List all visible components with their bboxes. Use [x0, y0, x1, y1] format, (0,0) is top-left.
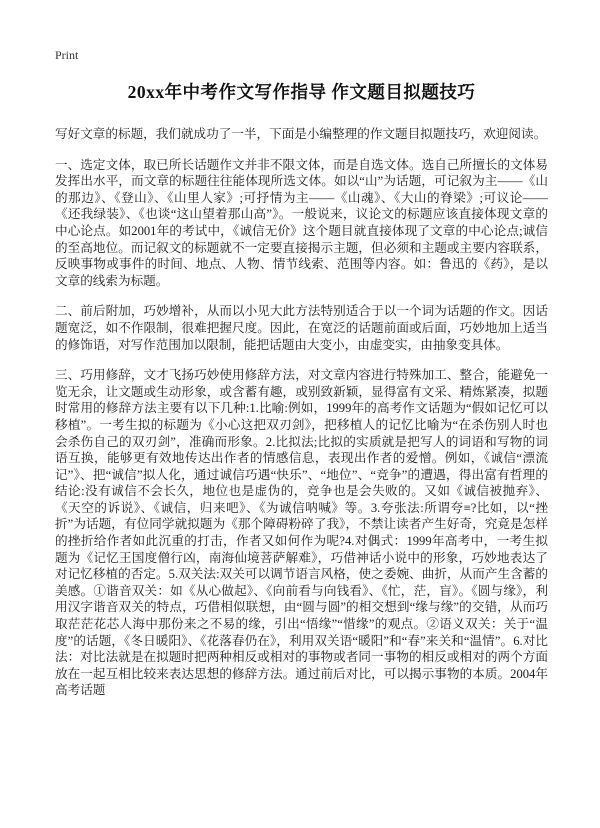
document-body	[55, 126, 548, 699]
paragraph-intro: 写好文章的标题，我们就成功了一半，下面是小编整理的作文题目拟题技巧，欢迎阅读。	[55, 127, 547, 141]
paragraph-section-1: 一、选定文体，取已所长话题作文并非不限文体，而是自选文体。选自己所擅长的文体易发挥出水平，而文章的标题往往能体现所选文体。如以“山”为话题，可记叙为主——《山的那边》、《登山》、《山里人家》;可抒情为主——《山魂》、《大山的脊梁》;可议论——《还我绿装》、《也谈“这山望着那山高”》。一般说来，议论文的标题应该直接体现文章的中心论点。如2001年的考试中，《诚信无价》这个题目就直接体现了文章的中心论点;诚信的至高地位。而记叙文的标题就不一定要直接揭示主题，但必须和主题或主要内容联系，反映事物或事件的时间、地点、人物、情节线索、范围等内容。如：鲁迅的《药》，是以文章的线索为标题。	[55, 157, 548, 288]
print-link[interactable]: Print	[55, 48, 79, 62]
paragraph-section-3: 三、巧用修辞，文才飞扬巧妙使用修辞方法，对文章内容进行特殊加工、整合，能避免一览无余，让文题或生动形象，或含蓄有趣，或别致新颖，显得富有文采、精炼紧凑，拟题时常用的修辞方法主要有以下几种:1.比喻:例如，1999年的高考作文话题为“假如记忆可以移植”。一考生拟的标题为《小心这把双刃剑》，把移植人的记忆比喻为“在杀伤别人时也会杀伤自己的双刃剑”，准确而形象。2.比拟法;比拟的实质就是把写人的词语和写物的词语互换，能够更有效地传达出作者的情感信息，表现出作者的爱憎。例如，《诚信“漂流记”》、把“诚信”拟人化，通过诚信巧遇“快乐”、“地位”、“竞争”的遭遇，得出富有哲理的结论:没有诚信不会长久，地位也是虚伪的，竞争也是会失败的。又如《诚信被抛弃》、《天空的诉说》、《诚信，归来吧》、《为诚信呐喊》等。3.夸张法:所谓夸≡?比如，以“挫折”为话题，有位同学就拟题为《那个障碍粉碎了我》，不禁让读者产生好奇，究竟是怎样的挫折给作者如此沉重的打击，作者又如何作为呢?4.对偶式：1999年高考中，一考生拟题为《记忆王国度僧行凶，南海仙境菩萨解难》，巧借神话小说中的形象，巧妙地表达了对记忆移植的否定。5.双关法:双关可以调节语言风格，使之委婉、曲折，从而产生含蓄的美感。①谐音双关：如《从心做起》、《向前看与向钱看》、《忙，茫，盲》。《圆与缘》，利用汉字谐音双关的特点，巧借相似联想，由“圆与圆”的相交想到“缘与缘”的交错，从而巧取茫茫花芯人海中那份来之不易的缘，引出“悟缘”“惜缘”的观点。②语义双关：关于“温度”的话题，《冬日暖阳》、《花落春仍在》，利用双关语“暖阳”和“春”来关和“温情”。6.对比法：对比法就是在拟题时把两种相反或相对的事物或者同一事物的相反或相对的两个方面放在一起互相比较来表达思想的修辞方法。通过前后对比，可以揭示事物的本质。2004年高考话题	[55, 368, 548, 698]
page-title: 20xx年中考作文写作指导 作文题目拟题技巧	[127, 82, 476, 102]
paragraph-section-2: 二、前后附加，巧妙增补，从而以小见大此方法特别适合于以一个词为话题的作文。因话题宽泛，如不作限制，很难把握尺度。因此，在宽泛的话题前面或后面，巧妙地加上适当的修饰语，对写作范围加以限制，能把话题由大变小，由虚变实，由抽象变具体。	[55, 304, 548, 352]
